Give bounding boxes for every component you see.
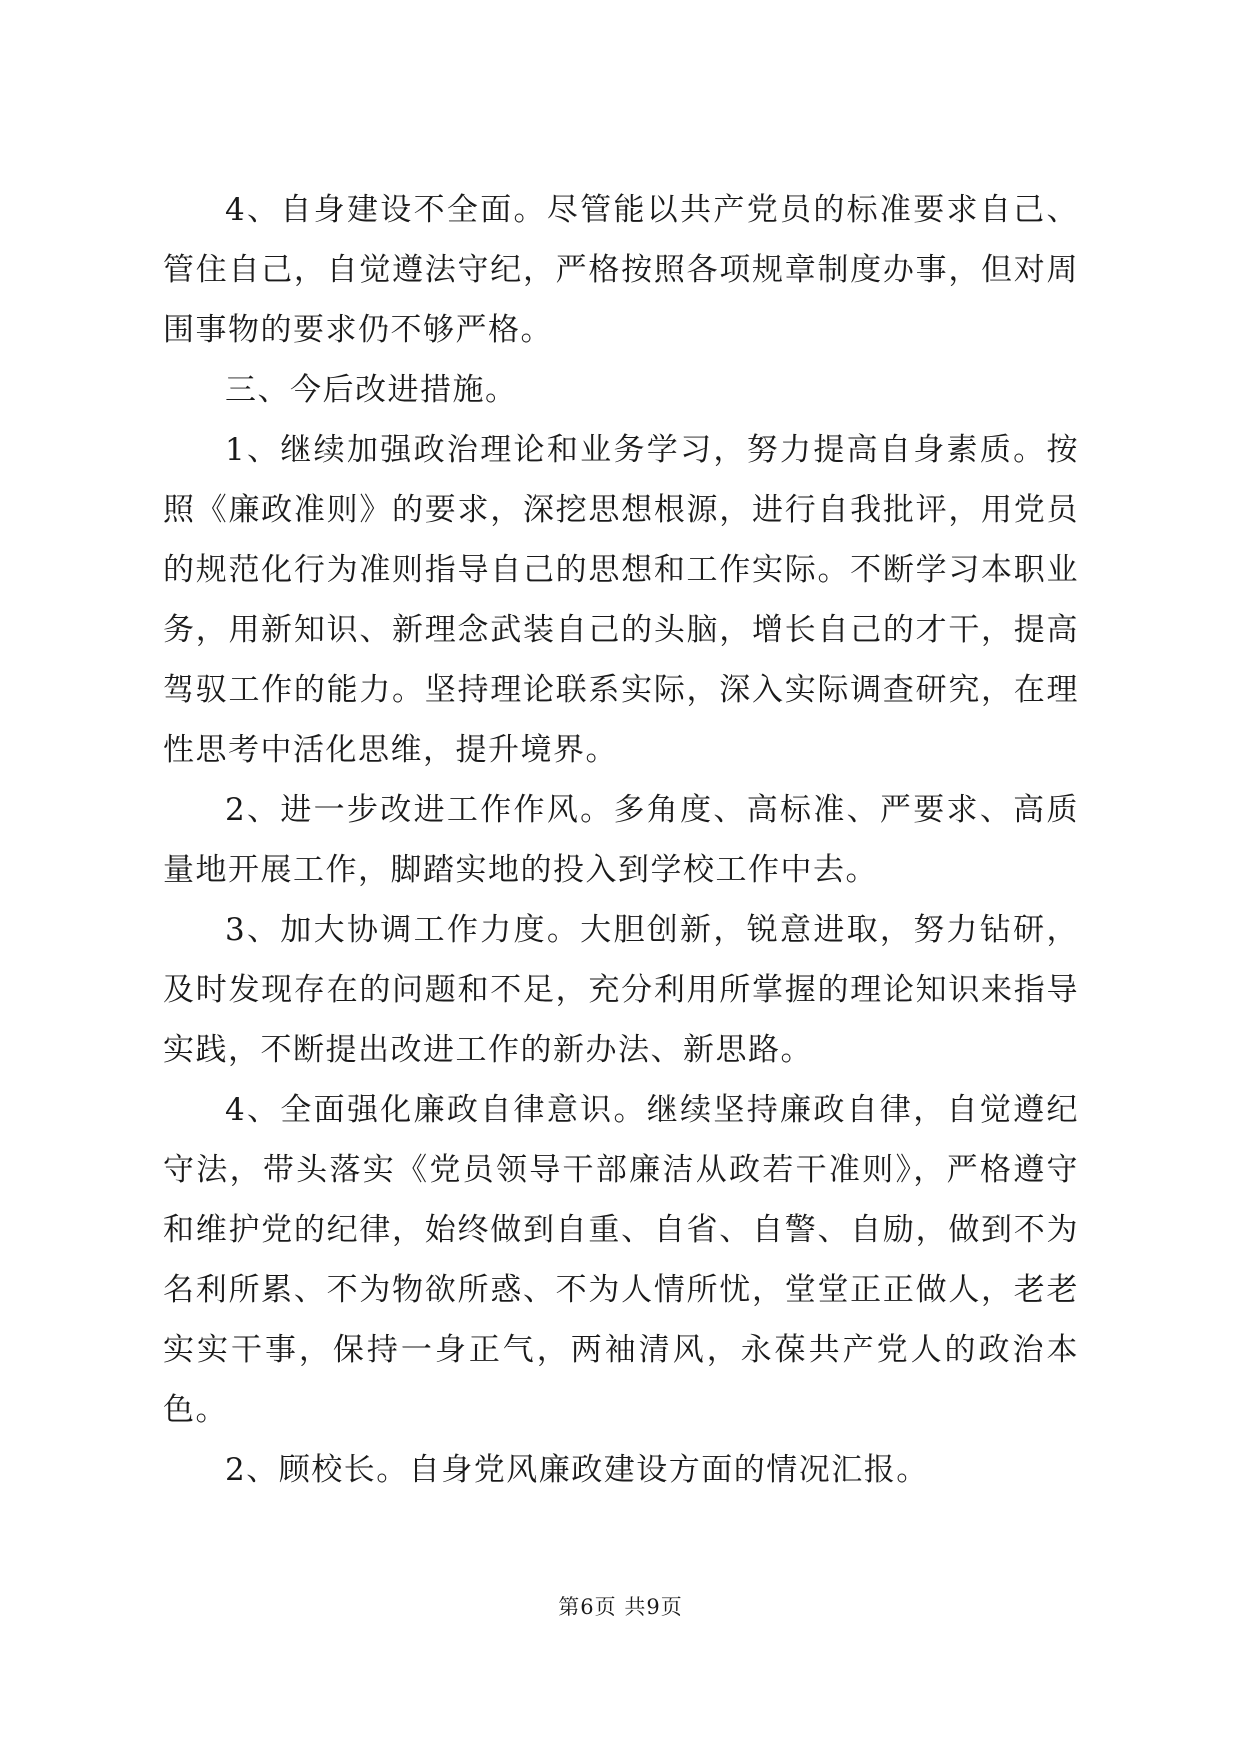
section-heading-improvement-measures: 三、今后改进措施。 <box>225 372 518 408</box>
paragraph-self-discipline: 4、全面强化廉政自律意识。继续坚持廉政自律，自觉遵纪守法，带头落实《党员领导干部廉洁从政若干准则》，严格遵守和维护党的纪律，始终做到自重、自省、自警、自励，做到不为名利所累、不为物欲所惑、不为人情所忧，堂堂正正做人，老老实实干事，保持一身正气，两袖清风，永葆共产党人的政治本色。 <box>163 1092 1079 1428</box>
page-number: 第6页 共9页 <box>558 1595 683 1619</box>
paragraph-principal-gu: 2、顾校长。自身党风廉政建设方面的情况汇报。 <box>225 1452 929 1488</box>
paragraph-study: 1、继续加强政治理论和业务学习，努力提高自身素质。按照《廉政准则》的要求，深挖思想根源，进行自我批评，用党员的规范化行为准则指导自己的思想和工作实际。不断学习本职业务，用新知识、新理念武装自己的头脑，增长自己的才干，提高驾驭工作的能力。坚持理论联系实际，深入实际调查研究，在理性思考中活化思维，提升境界。 <box>163 432 1079 768</box>
document-body <box>163 180 1079 1500</box>
page-footer <box>0 1592 1241 1622</box>
paragraph-self-building: 4、自身建设不全面。尽管能以共产党员的标准要求自己、管住自己，自觉遵法守纪，严格按照各项规章制度办事，但对周围事物的要求仍不够严格。 <box>163 192 1079 348</box>
paragraph-coordination: 3、加大协调工作力度。大胆创新，锐意进取，努力钻研，及时发现存在的问题和不足，充分利用所掌握的理论知识来指导实践，不断提出改进工作的新办法、新思路。 <box>163 912 1079 1068</box>
paragraph-work-style: 2、进一步改进工作作风。多角度、高标准、严要求、高质量地开展工作，脚踏实地的投入到学校工作中去。 <box>163 792 1079 888</box>
